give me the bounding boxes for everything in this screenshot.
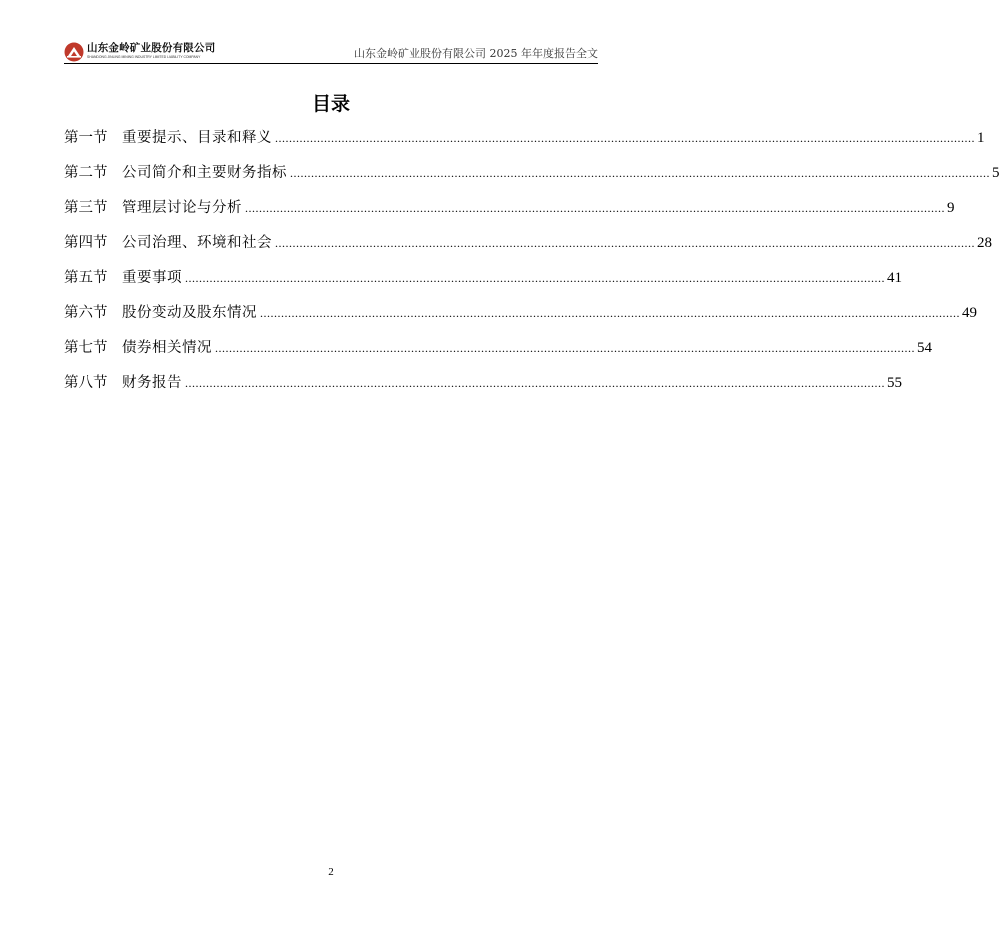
report-title: 山东金岭矿业股份有限公司 2025 年年度报告全文 bbox=[354, 47, 598, 60]
header-divider bbox=[64, 63, 598, 64]
company-logo-icon bbox=[64, 42, 84, 62]
toc-page-number: 1 bbox=[977, 130, 985, 146]
toc-section-name: 重要提示、目录和释义 bbox=[122, 130, 272, 146]
toc-section-name: 管理层讨论与分析 bbox=[122, 200, 242, 216]
toc-entry[interactable] bbox=[64, 336, 932, 371]
toc-page-number: 41 bbox=[887, 270, 902, 286]
toc-section-number: 第七节 bbox=[64, 340, 108, 356]
toc-section-number: 第四节 bbox=[64, 235, 108, 251]
page-header bbox=[64, 40, 598, 64]
toc-section-number: 第八节 bbox=[64, 375, 108, 391]
toc-heading: 目录 bbox=[311, 93, 350, 115]
toc-entry[interactable] bbox=[64, 196, 955, 231]
toc-page-number: 28 bbox=[977, 235, 992, 251]
toc-leader-dots: ........................................................................................................................................................................................................ bbox=[245, 201, 945, 215]
toc-page-number: 55 bbox=[887, 375, 902, 391]
toc-section-number: 第三节 bbox=[64, 200, 108, 216]
toc-page-number: 49 bbox=[962, 305, 977, 321]
table-of-contents bbox=[64, 126, 1000, 406]
toc-entry[interactable] bbox=[64, 231, 992, 266]
toc-section-number: 第一节 bbox=[64, 130, 108, 146]
toc-page-number: 5 bbox=[992, 165, 1000, 181]
toc-section-name: 财务报告 bbox=[122, 375, 182, 391]
toc-section-number: 第六节 bbox=[64, 305, 108, 321]
toc-page-number: 54 bbox=[917, 340, 932, 356]
company-logo bbox=[64, 42, 215, 64]
toc-leader-dots: ........................................................................................................................................................................................................ bbox=[185, 271, 885, 285]
toc-entry[interactable] bbox=[64, 266, 902, 301]
toc-section-name: 债券相关情况 bbox=[122, 340, 212, 356]
toc-leader-dots: ........................................................................................................................................................................................................ bbox=[290, 166, 990, 180]
toc-section-name: 公司简介和主要财务指标 bbox=[122, 165, 287, 181]
page-number: 2 bbox=[328, 866, 334, 878]
toc-entry[interactable] bbox=[64, 161, 1000, 196]
toc-leader-dots: ........................................................................................................................................................................................................ bbox=[275, 236, 975, 250]
toc-section-number: 第二节 bbox=[64, 165, 108, 181]
toc-section-name: 重要事项 bbox=[122, 270, 182, 286]
toc-leader-dots: ........................................................................................................................................................................................................ bbox=[185, 376, 885, 390]
toc-leader-dots: ........................................................................................................................................................................................................ bbox=[275, 131, 975, 145]
logo-chinese-name: 山东金岭矿业股份有限公司 bbox=[87, 42, 216, 54]
toc-page-number: 9 bbox=[947, 200, 955, 216]
toc-leader-dots: ........................................................................................................................................................................................................ bbox=[260, 306, 960, 320]
logo-english-name: SHANDONG JINLING MINING INDUSTRY LIMITED LIABILITY COMPANY bbox=[87, 55, 201, 59]
toc-entry[interactable] bbox=[64, 371, 902, 406]
toc-section-number: 第五节 bbox=[64, 270, 108, 286]
toc-entry[interactable] bbox=[64, 126, 985, 161]
toc-entry[interactable] bbox=[64, 301, 977, 336]
toc-leader-dots: ........................................................................................................................................................................................................ bbox=[215, 341, 915, 355]
toc-section-name: 股份变动及股东情况 bbox=[122, 305, 257, 321]
toc-section-name: 公司治理、环境和社会 bbox=[122, 235, 272, 251]
